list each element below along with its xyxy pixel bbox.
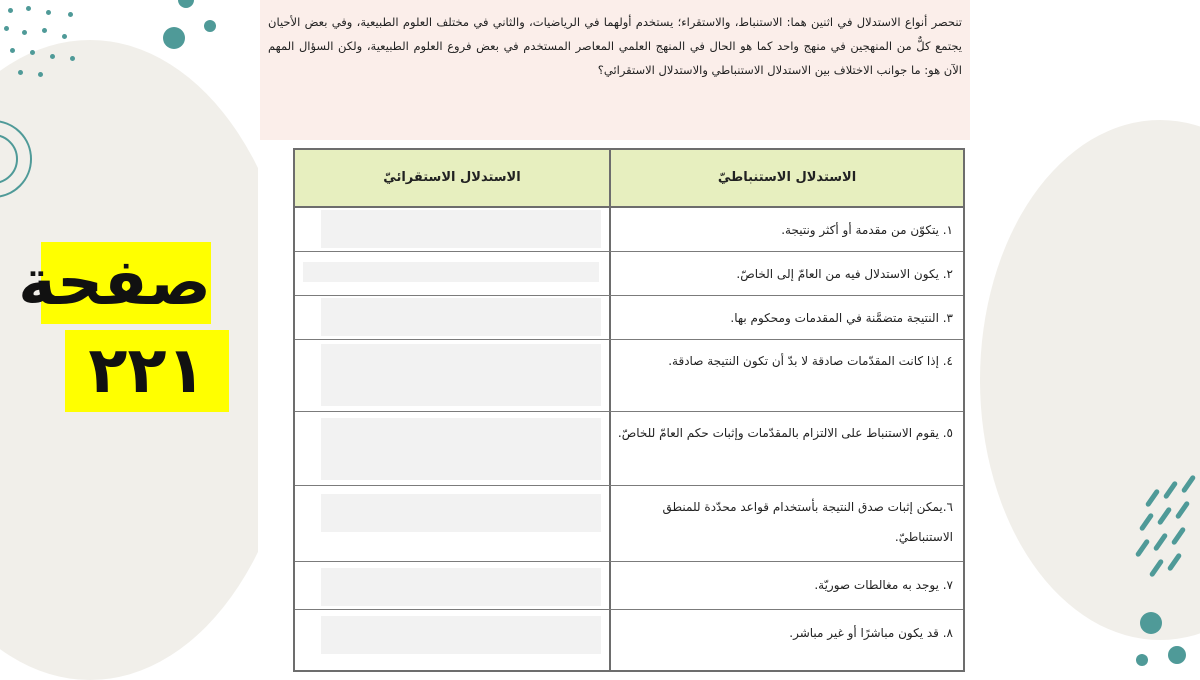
decor-circle-top bbox=[178, 0, 194, 8]
inductive-answer-field[interactable] bbox=[321, 298, 601, 336]
comparison-table bbox=[293, 148, 965, 672]
inductive-answer-field[interactable] bbox=[321, 210, 601, 248]
header-inductive: الاستدلال الاستقرائيّ bbox=[383, 170, 521, 185]
table-row bbox=[295, 610, 963, 670]
table-header bbox=[295, 150, 963, 208]
decor-circle-large bbox=[163, 27, 185, 49]
deductive-cell: ٢. يكون الاستدلال فيه من العامّ إلى الخاصّ. bbox=[736, 267, 953, 281]
deductive-cell: ٧. يوجد به مغالطات صوريّة. bbox=[814, 578, 953, 592]
decor-circle-bottom-mid bbox=[1168, 646, 1186, 664]
intro-paragraph: تنحصر أنواع الاستدلال في اثنين هما: الاستنباط، والاستقراء؛ يستخدم أولهما في الرياضيات، والثاني في مختلف العلوم الطبيعية، وفي بعض الأحيان يجتمع كلٌّ من المنهجين في منهج واحد كما هو الحال في المنهج العلمي المعاصر المستخدم في بعض فروع العلوم الطبيعية، ولكن السؤال المهم الآن هو: ما جوانب الاختلاف بين الاستدلال الاستنباطي والاستدلال الاستقرائي؟ bbox=[260, 0, 970, 140]
deductive-cell: ٤. إذا كانت المقدّمات صادقة لا بدّ أن تكون النتيجة صادقة. bbox=[668, 354, 953, 368]
deductive-cell: ٥. يقوم الاستنباط على الالتزام بالمقدّمات وإثبات حكم العامّ للخاصّ. bbox=[617, 426, 953, 440]
inductive-answer-field[interactable] bbox=[303, 262, 599, 282]
table-row bbox=[295, 340, 963, 412]
inductive-answer-field[interactable] bbox=[321, 344, 601, 406]
textbook-page bbox=[258, 0, 972, 675]
page-label-number: ٢٢١ bbox=[65, 330, 229, 412]
deductive-cell: ٨. قد يكون مباشرًا أو غير مباشر. bbox=[789, 626, 953, 640]
table-row bbox=[295, 412, 963, 486]
header-deductive: الاستدلال الاستنباطيّ bbox=[717, 170, 857, 185]
table-row bbox=[295, 562, 963, 610]
inductive-answer-field[interactable] bbox=[321, 418, 601, 480]
background-blob-right bbox=[980, 120, 1200, 640]
page-label-word: صفحة bbox=[41, 242, 211, 324]
table-row bbox=[295, 208, 963, 252]
table-row bbox=[295, 486, 963, 562]
dot-pattern-top-left bbox=[0, 0, 90, 80]
deductive-cell: ١. يتكوّن من مقدمة أو أكثر ونتيجة. bbox=[781, 223, 953, 237]
table-row bbox=[295, 252, 963, 296]
inductive-answer-field[interactable] bbox=[321, 568, 601, 606]
decor-circle-bottom-large bbox=[1140, 612, 1162, 634]
inductive-answer-field[interactable] bbox=[321, 616, 601, 654]
table-row bbox=[295, 296, 963, 340]
inductive-answer-field[interactable] bbox=[321, 494, 601, 532]
deductive-cell: ٦.يمكن إثبات صدق النتيجة بأستخدام قواعد محدّدة للمنطق الاستنباطيّ. bbox=[662, 500, 953, 544]
deductive-cell: ٣. النتيجة متضمَّنة في المقدمات ومحكوم بها. bbox=[730, 311, 953, 325]
decor-circle-bottom-small bbox=[1136, 654, 1148, 666]
decor-circle-small bbox=[204, 20, 216, 32]
